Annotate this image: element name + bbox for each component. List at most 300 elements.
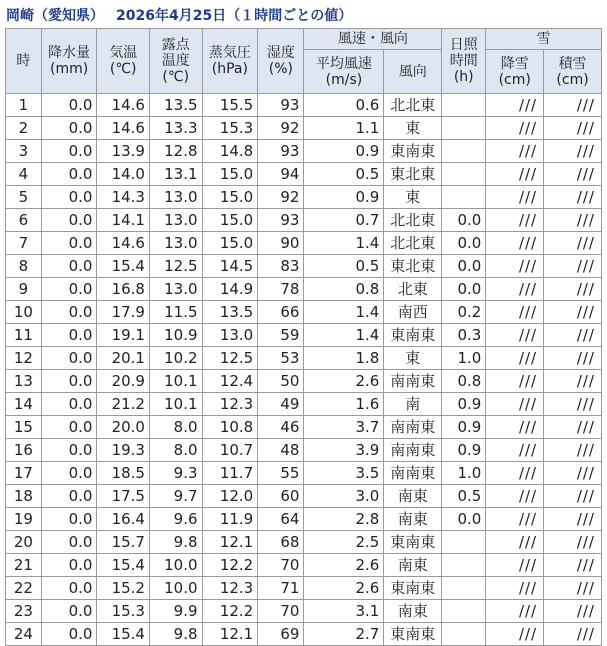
cell-sunshine: 0.3: [442, 324, 486, 347]
cell-hour: 1: [6, 94, 42, 117]
cell-hour: 15: [6, 416, 42, 439]
cell-precip: 0.0: [41, 301, 97, 324]
cell-snow-depth: ///: [544, 347, 602, 370]
cell-wind-dir: 東南東: [384, 140, 442, 163]
cell-temp: 20.0: [97, 416, 150, 439]
cell-sunshine: 0.0: [442, 278, 486, 301]
cell-humidity: 93: [258, 209, 304, 232]
cell-vapor: 14.5: [202, 255, 258, 278]
cell-snowfall: ///: [486, 209, 544, 232]
cell-snow-depth: ///: [544, 416, 602, 439]
cell-temp: 15.7: [97, 531, 150, 554]
cell-vapor: 12.1: [202, 531, 258, 554]
table-row: [6, 140, 602, 163]
header-snow-depth: 積雪 (cm): [544, 50, 602, 94]
cell-vapor: 15.3: [202, 117, 258, 140]
cell-dewpoint: 13.0: [149, 209, 202, 232]
cell-snow-depth: ///: [544, 393, 602, 416]
cell-wind-speed: 1.4: [304, 324, 384, 347]
cell-snow-depth: ///: [544, 209, 602, 232]
cell-wind-dir: 東南東: [384, 577, 442, 600]
cell-hour: 19: [6, 508, 42, 531]
cell-hour: 14: [6, 393, 42, 416]
cell-dewpoint: 13.0: [149, 278, 202, 301]
cell-precip: 0.0: [41, 485, 97, 508]
cell-hour: 12: [6, 347, 42, 370]
table-row: [6, 508, 602, 531]
cell-snowfall: ///: [486, 255, 544, 278]
cell-sunshine: [442, 117, 486, 140]
cell-precip: 0.0: [41, 600, 97, 623]
cell-wind-dir: 北北東: [384, 94, 442, 117]
cell-hour: 13: [6, 370, 42, 393]
table-row: [6, 301, 602, 324]
cell-snowfall: ///: [486, 623, 544, 646]
cell-hour: 24: [6, 623, 42, 646]
cell-wind-dir: 南東: [384, 600, 442, 623]
cell-wind-dir: 南東: [384, 485, 442, 508]
cell-precip: 0.0: [41, 186, 97, 209]
cell-hour: 7: [6, 232, 42, 255]
cell-snow-depth: ///: [544, 600, 602, 623]
cell-vapor: 14.8: [202, 140, 258, 163]
cell-humidity: 94: [258, 163, 304, 186]
cell-wind-speed: 3.9: [304, 439, 384, 462]
cell-wind-speed: 0.5: [304, 255, 384, 278]
header-humidity: 湿度 (%): [258, 29, 304, 94]
table-row: [6, 531, 602, 554]
cell-wind-speed: 2.6: [304, 554, 384, 577]
cell-wind-speed: 1.4: [304, 232, 384, 255]
cell-snowfall: ///: [486, 439, 544, 462]
table-row: [6, 117, 602, 140]
cell-wind-dir: 東: [384, 186, 442, 209]
table-row: [6, 232, 602, 255]
cell-wind-speed: 0.7: [304, 209, 384, 232]
cell-humidity: 48: [258, 439, 304, 462]
cell-dewpoint: 9.3: [149, 462, 202, 485]
table-row: [6, 209, 602, 232]
cell-temp: 14.3: [97, 186, 150, 209]
cell-snowfall: ///: [486, 577, 544, 600]
cell-dewpoint: 10.1: [149, 370, 202, 393]
cell-temp: 14.6: [97, 117, 150, 140]
cell-snow-depth: ///: [544, 485, 602, 508]
cell-dewpoint: 9.9: [149, 600, 202, 623]
cell-humidity: 78: [258, 278, 304, 301]
table-row: [6, 186, 602, 209]
cell-wind-dir: 南東: [384, 554, 442, 577]
cell-temp: 14.6: [97, 232, 150, 255]
cell-snow-depth: ///: [544, 554, 602, 577]
cell-hour: 23: [6, 600, 42, 623]
cell-wind-dir: 南: [384, 393, 442, 416]
cell-vapor: 12.5: [202, 347, 258, 370]
table-row: [6, 324, 602, 347]
cell-temp: 15.4: [97, 623, 150, 646]
cell-dewpoint: 10.0: [149, 554, 202, 577]
cell-temp: 18.5: [97, 462, 150, 485]
cell-precip: 0.0: [41, 370, 97, 393]
cell-dewpoint: 8.0: [149, 416, 202, 439]
cell-sunshine: 0.8: [442, 370, 486, 393]
cell-wind-dir: 東南東: [384, 531, 442, 554]
cell-hour: 18: [6, 485, 42, 508]
cell-precip: 0.0: [41, 117, 97, 140]
cell-dewpoint: 13.0: [149, 186, 202, 209]
cell-snow-depth: ///: [544, 531, 602, 554]
cell-sunshine: [442, 600, 486, 623]
cell-sunshine: 0.9: [442, 416, 486, 439]
cell-vapor: 15.0: [202, 186, 258, 209]
cell-snowfall: ///: [486, 324, 544, 347]
cell-dewpoint: 10.1: [149, 393, 202, 416]
cell-hour: 8: [6, 255, 42, 278]
cell-wind-dir: 東南東: [384, 324, 442, 347]
cell-sunshine: 0.5: [442, 485, 486, 508]
cell-precip: 0.0: [41, 554, 97, 577]
cell-temp: 15.4: [97, 554, 150, 577]
cell-vapor: 12.3: [202, 393, 258, 416]
table-row: [6, 554, 602, 577]
header-wind-dir: 風向: [384, 50, 442, 94]
cell-hour: 3: [6, 140, 42, 163]
cell-snowfall: ///: [486, 186, 544, 209]
cell-temp: 21.2: [97, 393, 150, 416]
cell-dewpoint: 10.9: [149, 324, 202, 347]
observation-table: [5, 28, 602, 646]
cell-vapor: 12.1: [202, 623, 258, 646]
cell-sunshine: [442, 623, 486, 646]
header-wind-group: 風速・風向: [304, 29, 442, 50]
table-row: [6, 278, 602, 301]
cell-humidity: 53: [258, 347, 304, 370]
cell-humidity: 50: [258, 370, 304, 393]
cell-hour: 22: [6, 577, 42, 600]
cell-precip: 0.0: [41, 393, 97, 416]
cell-snowfall: ///: [486, 117, 544, 140]
cell-dewpoint: 10.2: [149, 347, 202, 370]
cell-dewpoint: 13.1: [149, 163, 202, 186]
cell-precip: 0.0: [41, 278, 97, 301]
cell-snowfall: ///: [486, 370, 544, 393]
cell-wind-dir: 東: [384, 117, 442, 140]
table-row: [6, 393, 602, 416]
cell-snowfall: ///: [486, 508, 544, 531]
cell-dewpoint: 13.0: [149, 232, 202, 255]
cell-vapor: 12.3: [202, 577, 258, 600]
cell-snowfall: ///: [486, 140, 544, 163]
cell-snowfall: ///: [486, 232, 544, 255]
cell-wind-dir: 南南東: [384, 416, 442, 439]
cell-vapor: 12.2: [202, 554, 258, 577]
cell-precip: 0.0: [41, 508, 97, 531]
cell-snow-depth: ///: [544, 577, 602, 600]
cell-wind-dir: 北東: [384, 278, 442, 301]
cell-snow-depth: ///: [544, 439, 602, 462]
cell-wind-dir: 東: [384, 347, 442, 370]
cell-hour: 5: [6, 186, 42, 209]
header-temp: 気温 (℃): [97, 29, 150, 94]
cell-snow-depth: ///: [544, 301, 602, 324]
cell-snow-depth: ///: [544, 508, 602, 531]
header-snow-group: 雪: [486, 29, 602, 50]
table-row: [6, 416, 602, 439]
cell-wind-speed: 2.8: [304, 508, 384, 531]
cell-snow-depth: ///: [544, 462, 602, 485]
cell-humidity: 83: [258, 255, 304, 278]
cell-sunshine: [442, 140, 486, 163]
table-row: [6, 600, 602, 623]
cell-precip: 0.0: [41, 531, 97, 554]
cell-sunshine: [442, 531, 486, 554]
cell-snowfall: ///: [486, 462, 544, 485]
cell-humidity: 60: [258, 485, 304, 508]
cell-humidity: 93: [258, 94, 304, 117]
cell-vapor: 11.9: [202, 508, 258, 531]
cell-snowfall: ///: [486, 485, 544, 508]
cell-wind-speed: 0.5: [304, 163, 384, 186]
cell-vapor: 15.5: [202, 94, 258, 117]
cell-snow-depth: ///: [544, 232, 602, 255]
cell-wind-speed: 1.6: [304, 393, 384, 416]
cell-temp: 15.2: [97, 577, 150, 600]
cell-precip: 0.0: [41, 94, 97, 117]
cell-snowfall: ///: [486, 163, 544, 186]
cell-snowfall: ///: [486, 278, 544, 301]
cell-precip: 0.0: [41, 623, 97, 646]
cell-wind-speed: 3.7: [304, 416, 384, 439]
date-label: 2026年4月25日（１時間ごとの値）: [116, 8, 353, 24]
cell-wind-dir: 南南東: [384, 462, 442, 485]
cell-sunshine: 1.0: [442, 347, 486, 370]
cell-vapor: 15.0: [202, 209, 258, 232]
cell-humidity: 59: [258, 324, 304, 347]
cell-hour: 21: [6, 554, 42, 577]
cell-precip: 0.0: [41, 416, 97, 439]
page-title: [6, 4, 364, 28]
cell-precip: 0.0: [41, 232, 97, 255]
cell-hour: 4: [6, 163, 42, 186]
cell-hour: 2: [6, 117, 42, 140]
cell-vapor: 12.4: [202, 370, 258, 393]
cell-precip: 0.0: [41, 462, 97, 485]
table-row: [6, 94, 602, 117]
cell-humidity: 49: [258, 393, 304, 416]
cell-dewpoint: 8.0: [149, 439, 202, 462]
cell-hour: 11: [6, 324, 42, 347]
cell-sunshine: [442, 577, 486, 600]
cell-wind-dir: 東北東: [384, 255, 442, 278]
cell-wind-speed: 0.9: [304, 186, 384, 209]
cell-sunshine: [442, 163, 486, 186]
cell-temp: 19.1: [97, 324, 150, 347]
cell-humidity: 93: [258, 140, 304, 163]
cell-wind-speed: 1.8: [304, 347, 384, 370]
table-row: [6, 255, 602, 278]
cell-hour: 9: [6, 278, 42, 301]
cell-sunshine: 0.0: [442, 508, 486, 531]
cell-snow-depth: ///: [544, 163, 602, 186]
header-dewpoint: 露点 温度 (℃): [149, 29, 202, 94]
cell-hour: 17: [6, 462, 42, 485]
cell-wind-dir: 東南東: [384, 623, 442, 646]
cell-wind-speed: 0.8: [304, 278, 384, 301]
cell-vapor: 12.2: [202, 600, 258, 623]
cell-precip: 0.0: [41, 163, 97, 186]
cell-snowfall: ///: [486, 554, 544, 577]
cell-humidity: 92: [258, 186, 304, 209]
cell-dewpoint: 9.7: [149, 485, 202, 508]
cell-dewpoint: 9.8: [149, 623, 202, 646]
table-row: [6, 623, 602, 646]
cell-sunshine: [442, 186, 486, 209]
cell-vapor: 10.8: [202, 416, 258, 439]
cell-wind-speed: 3.0: [304, 485, 384, 508]
cell-humidity: 66: [258, 301, 304, 324]
cell-snowfall: ///: [486, 416, 544, 439]
table-row: [6, 577, 602, 600]
cell-dewpoint: 10.0: [149, 577, 202, 600]
cell-dewpoint: 11.5: [149, 301, 202, 324]
cell-snow-depth: ///: [544, 255, 602, 278]
cell-snow-depth: ///: [544, 117, 602, 140]
cell-humidity: 71: [258, 577, 304, 600]
cell-snow-depth: ///: [544, 623, 602, 646]
cell-temp: 16.8: [97, 278, 150, 301]
cell-sunshine: [442, 554, 486, 577]
header-sunshine: 日照 時間 (h): [442, 29, 486, 94]
cell-precip: 0.0: [41, 577, 97, 600]
cell-snowfall: ///: [486, 347, 544, 370]
cell-precip: 0.0: [41, 140, 97, 163]
cell-wind-speed: 0.9: [304, 140, 384, 163]
cell-snowfall: ///: [486, 94, 544, 117]
cell-snowfall: ///: [486, 393, 544, 416]
cell-dewpoint: 9.8: [149, 531, 202, 554]
cell-vapor: 15.0: [202, 232, 258, 255]
cell-snow-depth: ///: [544, 140, 602, 163]
cell-dewpoint: 12.5: [149, 255, 202, 278]
cell-dewpoint: 12.8: [149, 140, 202, 163]
cell-wind-speed: 3.1: [304, 600, 384, 623]
cell-wind-speed: 1.1: [304, 117, 384, 140]
cell-temp: 16.4: [97, 508, 150, 531]
cell-humidity: 92: [258, 117, 304, 140]
header-snowfall: 降雪 (cm): [486, 50, 544, 94]
header-precip: 降水量 (mm): [41, 29, 97, 94]
cell-wind-speed: 2.5: [304, 531, 384, 554]
cell-temp: 14.0: [97, 163, 150, 186]
cell-vapor: 13.5: [202, 301, 258, 324]
cell-humidity: 70: [258, 600, 304, 623]
cell-sunshine: 0.9: [442, 393, 486, 416]
cell-precip: 0.0: [41, 255, 97, 278]
cell-temp: 13.9: [97, 140, 150, 163]
cell-snow-depth: ///: [544, 94, 602, 117]
cell-humidity: 55: [258, 462, 304, 485]
cell-vapor: 12.0: [202, 485, 258, 508]
cell-sunshine: 0.0: [442, 255, 486, 278]
cell-precip: 0.0: [41, 439, 97, 462]
cell-wind-speed: 2.7: [304, 623, 384, 646]
cell-hour: 10: [6, 301, 42, 324]
cell-wind-speed: 2.6: [304, 577, 384, 600]
table-row: [6, 485, 602, 508]
table-row: [6, 347, 602, 370]
cell-wind-dir: 東北東: [384, 163, 442, 186]
cell-temp: 15.4: [97, 255, 150, 278]
cell-temp: 14.6: [97, 94, 150, 117]
cell-snow-depth: ///: [544, 324, 602, 347]
cell-humidity: 46: [258, 416, 304, 439]
cell-dewpoint: 9.6: [149, 508, 202, 531]
cell-humidity: 69: [258, 623, 304, 646]
cell-wind-dir: 南東: [384, 508, 442, 531]
cell-temp: 17.5: [97, 485, 150, 508]
cell-humidity: 70: [258, 554, 304, 577]
cell-snow-depth: ///: [544, 186, 602, 209]
cell-snow-depth: ///: [544, 278, 602, 301]
cell-humidity: 64: [258, 508, 304, 531]
cell-vapor: 11.7: [202, 462, 258, 485]
cell-vapor: 14.9: [202, 278, 258, 301]
cell-sunshine: 0.0: [442, 209, 486, 232]
cell-dewpoint: 13.5: [149, 94, 202, 117]
header-hour: 時: [6, 29, 42, 94]
cell-snowfall: ///: [486, 531, 544, 554]
cell-hour: 16: [6, 439, 42, 462]
cell-precip: 0.0: [41, 347, 97, 370]
cell-snow-depth: ///: [544, 370, 602, 393]
cell-sunshine: 0.2: [442, 301, 486, 324]
cell-wind-speed: 1.4: [304, 301, 384, 324]
table-row: [6, 163, 602, 186]
cell-hour: 6: [6, 209, 42, 232]
cell-dewpoint: 13.3: [149, 117, 202, 140]
cell-temp: 20.1: [97, 347, 150, 370]
cell-sunshine: 0.0: [442, 232, 486, 255]
cell-vapor: 15.0: [202, 163, 258, 186]
table-header: [6, 29, 602, 94]
cell-wind-dir: 南西: [384, 301, 442, 324]
table-body: [6, 94, 602, 646]
cell-temp: 19.3: [97, 439, 150, 462]
cell-sunshine: [442, 94, 486, 117]
cell-temp: 15.3: [97, 600, 150, 623]
location-label: 岡崎（愛知県）: [6, 8, 104, 24]
cell-snowfall: ///: [486, 301, 544, 324]
header-wind-speed: 平均風速 (m/s): [304, 50, 384, 94]
cell-precip: 0.0: [41, 209, 97, 232]
table-row: [6, 462, 602, 485]
table-row: [6, 370, 602, 393]
cell-wind-dir: 北北東: [384, 232, 442, 255]
cell-wind-speed: 2.6: [304, 370, 384, 393]
cell-humidity: 90: [258, 232, 304, 255]
cell-sunshine: 1.0: [442, 462, 486, 485]
cell-temp: 17.9: [97, 301, 150, 324]
cell-wind-speed: 3.5: [304, 462, 384, 485]
cell-snowfall: ///: [486, 600, 544, 623]
header-vapor: 蒸気圧 (hPa): [202, 29, 258, 94]
cell-vapor: 10.7: [202, 439, 258, 462]
cell-hour: 20: [6, 531, 42, 554]
cell-wind-dir: 南南東: [384, 370, 442, 393]
cell-temp: 14.1: [97, 209, 150, 232]
cell-wind-speed: 0.6: [304, 94, 384, 117]
cell-vapor: 13.0: [202, 324, 258, 347]
